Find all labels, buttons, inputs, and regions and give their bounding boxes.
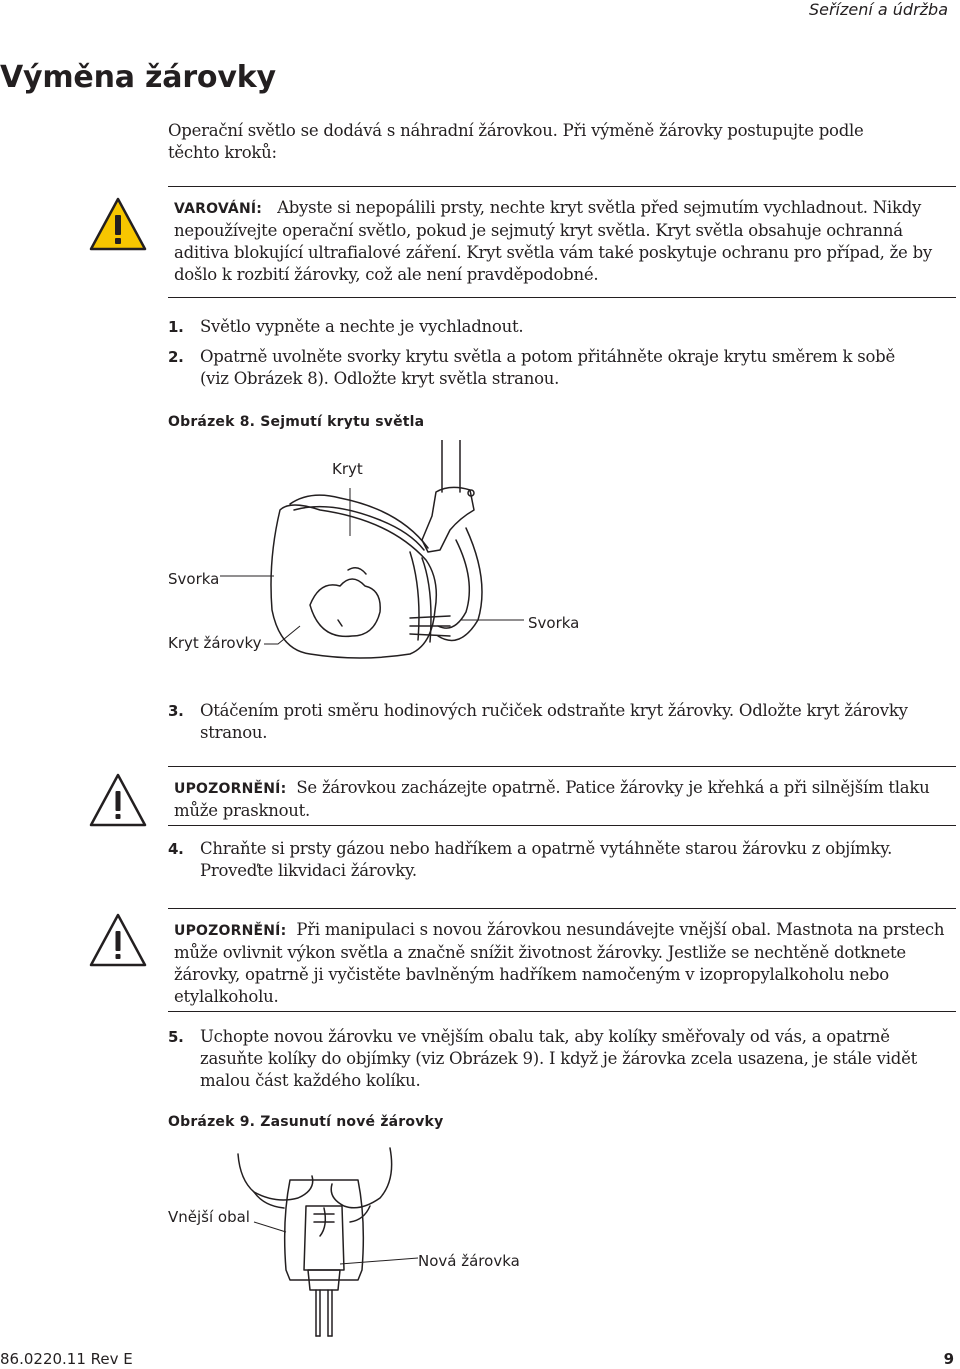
callout-kryt: Kryt [332,460,363,478]
step-number: 5. [168,1028,184,1046]
step-text: Uchopte novou žárovku ve vnějším obalu tak, aby kolíky směřovaly od vás, a opatrně zasuňte kolíky do objímky (viz Obrázek 9). I když je žárovka zcela usazena, je stále vidět malou část každého kolíku. [200,1027,917,1090]
figure-9-caption: Obrázek 9. Zasunutí nové žárovky [168,1114,444,1130]
step-4 [168,838,948,882]
step-1 [168,316,928,338]
caution-box-1 [168,766,956,826]
footer-page-number: 9 [943,1350,954,1368]
caution-label: UPOZORNĚNÍ: [174,781,287,797]
running-header: Seřízení a údržba [808,0,948,19]
step-text: Chraňte si prsty gázou nebo hadříkem a opatrně vytáhněte starou žárovku z objímky. Proveďte likvidaci žárovky. [200,839,893,880]
caution-triangle-icon [88,912,148,968]
step-2 [168,346,928,390]
caution-text: Se žárovkou zacházejte opatrně. Patice žárovky je křehká a při silnějším tlaku může prasknout. [174,778,930,820]
step-number: 2. [168,348,184,366]
new-bulb-illustration [220,1140,440,1350]
page-title: Výměna žárovky [0,60,276,95]
warning-paragraph [168,187,956,286]
step-3 [168,700,948,744]
step-5 [168,1026,948,1092]
caution-text: Při manipulaci s novou žárovkou nesundávejte vnější obal. Mastnota na prstech může ovlivnit výkon světla a značně snížit životnost žárovky. Jestliže se nechtěně dotknete žárovky, opatrně ji vyčistěte bavlněným hadříkem namočeným v izopropylalkoholu nebo etylalkoholu. [174,920,945,1006]
step-number: 3. [168,702,184,720]
figure-8-caption: Obrázek 8. Sejmutí krytu světla [168,414,425,430]
footer-doc-number: 86.0220.11 Rev E [0,1350,133,1368]
intro-paragraph: Operační světlo se dodává s náhradní žárovkou. Při výměně žárovky postupujte podle těchto kroků: [168,121,864,162]
step-text: Světlo vypněte a nechte je vychladnout. [200,317,524,336]
caution-paragraph [168,909,956,1008]
warning-text: Abyste si nepopálili prsty, nechte kryt světla před sejmutím vychladnout. Nikdy nepoužívejte operační světlo, pokud je sejmutý kryt světla. Kryt světla obsahuje ochranná aditiva blokující ultrafialové záření. Kryt světla vám také poskytuje ochranu pro případ, že by došlo k rozbití žárovky, což ale není pravděpodobné. [174,198,932,284]
light-cover-illustration [160,440,600,690]
step-text: Otáčením proti směru hodinových ručiček odstraňte kryt žárovky. Odložte kryt žárovky stranou. [200,701,908,742]
step-number: 4. [168,840,184,858]
step-text: Opatrně uvolněte svorky krytu světla a potom přitáhněte okraje krytu směrem k sobě (viz Obrázek 8). Odložte kryt světla stranou. [200,347,895,388]
callout-nova-zarovka: Nová žárovka [418,1252,520,1270]
caution-box-2 [168,908,956,1012]
callout-vnejsi-obal: Vnější obal [168,1208,250,1226]
callout-kryt-zarovky: Kryt žárovky [168,634,262,652]
warning-triangle-icon [88,196,148,252]
warning-box [168,186,956,298]
step-number: 1. [168,318,184,336]
callout-svorka-left: Svorka [168,570,220,588]
caution-paragraph [168,767,956,822]
warning-label: VAROVÁNÍ: [174,201,263,217]
caution-label: UPOZORNĚNÍ: [174,923,287,939]
caution-triangle-icon [88,772,148,828]
callout-svorka-right: Svorka [528,614,580,632]
